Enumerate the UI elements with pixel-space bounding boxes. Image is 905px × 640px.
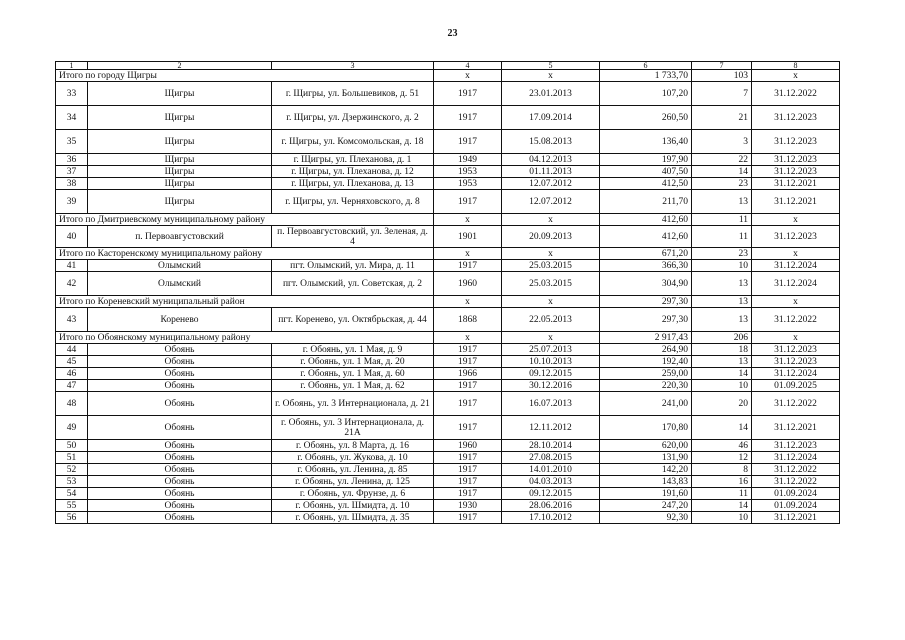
- count-cell: 13: [692, 356, 752, 368]
- area-cell: 2 917,43: [600, 332, 692, 344]
- date-cell: х: [502, 248, 600, 260]
- date-cell: х: [502, 70, 600, 82]
- count-cell: 14: [692, 500, 752, 512]
- deadline-cell: 01.09.2024: [752, 500, 840, 512]
- date-cell: х: [502, 296, 600, 308]
- page-number: 23: [447, 28, 458, 39]
- row-number-cell: 45: [56, 356, 88, 368]
- area-cell: 92,30: [600, 512, 692, 524]
- row-number-cell: 51: [56, 452, 88, 464]
- subtotal-row: [56, 70, 840, 82]
- address-cell: п. Первоавгустовский, ул. Зеленая, д. 4: [272, 226, 434, 248]
- row-number-cell: 33: [56, 82, 88, 106]
- area-cell: 107,20: [600, 82, 692, 106]
- year-cell: 1917: [434, 416, 502, 440]
- table-row: [56, 178, 840, 190]
- count-cell: 206: [692, 332, 752, 344]
- row-number-cell: 48: [56, 392, 88, 416]
- column-number: 6: [600, 62, 692, 70]
- subtotal-label: Итого по Касторенскому муниципальному району: [56, 248, 434, 260]
- deadline-cell: 31.12.2022: [752, 308, 840, 332]
- year-cell: 1953: [434, 178, 502, 190]
- table-row: [56, 488, 840, 500]
- date-cell: 28.10.2014: [502, 440, 600, 452]
- column-number: 4: [434, 62, 502, 70]
- locality-cell: Щигры: [88, 166, 272, 178]
- count-cell: 22: [692, 154, 752, 166]
- deadline-cell: 31.12.2021: [752, 190, 840, 214]
- area-cell: 264,90: [600, 344, 692, 356]
- deadline-cell: х: [752, 332, 840, 344]
- count-cell: 13: [692, 308, 752, 332]
- locality-cell: Щигры: [88, 154, 272, 166]
- column-number-row: [56, 62, 840, 70]
- year-cell: 1960: [434, 272, 502, 296]
- area-cell: 1 733,70: [600, 70, 692, 82]
- table-row: [56, 380, 840, 392]
- deadline-cell: х: [752, 214, 840, 226]
- year-cell: 1917: [434, 452, 502, 464]
- area-cell: 170,80: [600, 416, 692, 440]
- date-cell: 04.03.2013: [502, 476, 600, 488]
- year-cell: 1917: [434, 344, 502, 356]
- area-cell: 136,40: [600, 130, 692, 154]
- address-cell: г. Щигры, ул. Плеханова, д. 12: [272, 166, 434, 178]
- area-cell: 620,00: [600, 440, 692, 452]
- area-cell: 412,60: [600, 214, 692, 226]
- locality-cell: Обоянь: [88, 488, 272, 500]
- count-cell: 8: [692, 464, 752, 476]
- year-cell: 1917: [434, 488, 502, 500]
- deadline-cell: 31.12.2022: [752, 476, 840, 488]
- table-row: [56, 344, 840, 356]
- table-row: [56, 512, 840, 524]
- area-cell: 220,30: [600, 380, 692, 392]
- deadline-cell: х: [752, 70, 840, 82]
- date-cell: х: [502, 214, 600, 226]
- year-cell: х: [434, 214, 502, 226]
- area-cell: 366,30: [600, 260, 692, 272]
- address-cell: г. Обоянь, ул. Шмидта, д. 10: [272, 500, 434, 512]
- table-row: [56, 368, 840, 380]
- address-cell: пгт. Олымский, ул. Мира, д. 11: [272, 260, 434, 272]
- date-cell: 09.12.2015: [502, 488, 600, 500]
- address-cell: г. Щигры, ул. Комсомольская, д. 18: [272, 130, 434, 154]
- count-cell: 12: [692, 452, 752, 464]
- address-cell: г. Щигры, ул. Большевиков, д. 51: [272, 82, 434, 106]
- year-cell: 1868: [434, 308, 502, 332]
- area-cell: 260,50: [600, 106, 692, 130]
- year-cell: 1966: [434, 368, 502, 380]
- area-cell: 241,00: [600, 392, 692, 416]
- locality-cell: Обоянь: [88, 452, 272, 464]
- count-cell: 14: [692, 416, 752, 440]
- row-number-cell: 56: [56, 512, 88, 524]
- date-cell: 25.03.2015: [502, 260, 600, 272]
- address-cell: пгт. Олымский, ул. Советская, д. 2: [272, 272, 434, 296]
- subtotal-label: Итого по Обоянскому муниципальному району: [56, 332, 434, 344]
- table-row: [56, 154, 840, 166]
- address-cell: г. Щигры, ул. Плеханова, д. 13: [272, 178, 434, 190]
- count-cell: 10: [692, 380, 752, 392]
- date-cell: 12.07.2012: [502, 190, 600, 214]
- deadline-cell: 31.12.2021: [752, 416, 840, 440]
- locality-cell: Обоянь: [88, 416, 272, 440]
- date-cell: 12.07.2012: [502, 178, 600, 190]
- count-cell: 7: [692, 82, 752, 106]
- row-number-cell: 49: [56, 416, 88, 440]
- table-row: [56, 166, 840, 178]
- deadline-cell: 31.12.2021: [752, 178, 840, 190]
- locality-cell: п. Первоавгустовский: [88, 226, 272, 248]
- table-row: [56, 260, 840, 272]
- address-cell: г. Обоянь, ул. 3 Интернационала, д. 21: [272, 392, 434, 416]
- table-body: [56, 62, 840, 524]
- table-row: [56, 452, 840, 464]
- table-row: [56, 190, 840, 214]
- address-cell: пгт. Коренево, ул. Октябрьская, д. 44: [272, 308, 434, 332]
- date-cell: 23.01.2013: [502, 82, 600, 106]
- year-cell: х: [434, 248, 502, 260]
- date-cell: 17.09.2014: [502, 106, 600, 130]
- area-cell: 412,50: [600, 178, 692, 190]
- deadline-cell: х: [752, 296, 840, 308]
- deadline-cell: 31.12.2021: [752, 512, 840, 524]
- row-number-cell: 41: [56, 260, 88, 272]
- area-cell: 197,90: [600, 154, 692, 166]
- locality-cell: Обоянь: [88, 368, 272, 380]
- locality-cell: Обоянь: [88, 500, 272, 512]
- count-cell: 21: [692, 106, 752, 130]
- subtotal-row: [56, 296, 840, 308]
- locality-cell: Обоянь: [88, 380, 272, 392]
- column-number: 1: [56, 62, 88, 70]
- count-cell: 20: [692, 392, 752, 416]
- deadline-cell: 31.12.2023: [752, 154, 840, 166]
- deadline-cell: 31.12.2024: [752, 368, 840, 380]
- count-cell: 23: [692, 248, 752, 260]
- row-number-cell: 35: [56, 130, 88, 154]
- row-number-cell: 40: [56, 226, 88, 248]
- subtotal-label: Итого по городу Щигры: [56, 70, 434, 82]
- area-cell: 211,70: [600, 190, 692, 214]
- row-number-cell: 39: [56, 190, 88, 214]
- deadline-cell: х: [752, 248, 840, 260]
- area-cell: 297,30: [600, 308, 692, 332]
- address-cell: г. Обоянь, ул. Жукова, д. 10: [272, 452, 434, 464]
- count-cell: 10: [692, 260, 752, 272]
- count-cell: 16: [692, 476, 752, 488]
- year-cell: 1917: [434, 82, 502, 106]
- locality-cell: Обоянь: [88, 356, 272, 368]
- date-cell: 22.05.2013: [502, 308, 600, 332]
- subtotal-label: Итого по Дмитриевскому муниципальному району: [56, 214, 434, 226]
- locality-cell: Щигры: [88, 130, 272, 154]
- year-cell: 1917: [434, 476, 502, 488]
- row-number-cell: 50: [56, 440, 88, 452]
- date-cell: 10.10.2013: [502, 356, 600, 368]
- table-row: [56, 356, 840, 368]
- row-number-cell: 47: [56, 380, 88, 392]
- count-cell: 11: [692, 226, 752, 248]
- year-cell: х: [434, 296, 502, 308]
- address-cell: г. Обоянь, ул. 8 Марта, д. 16: [272, 440, 434, 452]
- row-number-cell: 55: [56, 500, 88, 512]
- locality-cell: Обоянь: [88, 464, 272, 476]
- row-number-cell: 46: [56, 368, 88, 380]
- area-cell: 259,00: [600, 368, 692, 380]
- date-cell: 09.12.2015: [502, 368, 600, 380]
- locality-cell: Олымский: [88, 260, 272, 272]
- table-row: [56, 500, 840, 512]
- deadline-cell: 31.12.2024: [752, 260, 840, 272]
- table-row: [56, 440, 840, 452]
- row-number-cell: 43: [56, 308, 88, 332]
- table-row: [56, 226, 840, 248]
- date-cell: 17.10.2012: [502, 512, 600, 524]
- column-number: 2: [88, 62, 272, 70]
- address-cell: г. Обоянь, ул. 1 Мая, д. 60: [272, 368, 434, 380]
- locality-cell: Коренево: [88, 308, 272, 332]
- row-number-cell: 52: [56, 464, 88, 476]
- address-cell: г. Щигры, ул. Дзержинского, д. 2: [272, 106, 434, 130]
- address-cell: г. Обоянь, ул. 1 Мая, д. 9: [272, 344, 434, 356]
- count-cell: 14: [692, 368, 752, 380]
- deadline-cell: 31.12.2023: [752, 166, 840, 178]
- count-cell: 11: [692, 488, 752, 500]
- year-cell: 1917: [434, 260, 502, 272]
- deadline-cell: 01.09.2025: [752, 380, 840, 392]
- count-cell: 11: [692, 214, 752, 226]
- date-cell: 28.06.2016: [502, 500, 600, 512]
- address-cell: г. Обоянь, ул. 3 Интернационала, д. 21А: [272, 416, 434, 440]
- address-cell: г. Обоянь, ул. 1 Мая, д. 62: [272, 380, 434, 392]
- count-cell: 14: [692, 166, 752, 178]
- row-number-cell: 54: [56, 488, 88, 500]
- area-cell: 412,60: [600, 226, 692, 248]
- table-row: [56, 130, 840, 154]
- locality-cell: Щигры: [88, 178, 272, 190]
- deadline-cell: 31.12.2022: [752, 464, 840, 476]
- count-cell: 13: [692, 190, 752, 214]
- area-cell: 297,30: [600, 296, 692, 308]
- table-row: [56, 106, 840, 130]
- row-number-cell: 44: [56, 344, 88, 356]
- date-cell: 15.08.2013: [502, 130, 600, 154]
- date-cell: 25.07.2013: [502, 344, 600, 356]
- year-cell: 1930: [434, 500, 502, 512]
- deadline-cell: 31.12.2023: [752, 344, 840, 356]
- row-number-cell: 53: [56, 476, 88, 488]
- row-number-cell: 36: [56, 154, 88, 166]
- address-cell: г. Обоянь, ул. Шмидта, д. 35: [272, 512, 434, 524]
- deadline-cell: 31.12.2023: [752, 106, 840, 130]
- address-cell: г. Обоянь, ул. 1 Мая, д. 20: [272, 356, 434, 368]
- date-cell: 20.09.2013: [502, 226, 600, 248]
- locality-cell: Олымский: [88, 272, 272, 296]
- count-cell: 23: [692, 178, 752, 190]
- area-cell: 142,20: [600, 464, 692, 476]
- year-cell: 1960: [434, 440, 502, 452]
- year-cell: 1917: [434, 190, 502, 214]
- year-cell: 1953: [434, 166, 502, 178]
- area-cell: 143,83: [600, 476, 692, 488]
- count-cell: 13: [692, 296, 752, 308]
- table-row: [56, 82, 840, 106]
- address-cell: г. Обоянь, ул. Фрунзе, д. 6: [272, 488, 434, 500]
- column-number: 7: [692, 62, 752, 70]
- deadline-cell: 31.12.2024: [752, 272, 840, 296]
- address-cell: г. Обоянь, ул. Ленина, д. 125: [272, 476, 434, 488]
- year-cell: 1901: [434, 226, 502, 248]
- locality-cell: Обоянь: [88, 344, 272, 356]
- year-cell: 1917: [434, 380, 502, 392]
- table-row: [56, 308, 840, 332]
- locality-cell: Обоянь: [88, 392, 272, 416]
- row-number-cell: 34: [56, 106, 88, 130]
- date-cell: 14.01.2010: [502, 464, 600, 476]
- locality-cell: Обоянь: [88, 440, 272, 452]
- column-number: 8: [752, 62, 840, 70]
- area-cell: 304,90: [600, 272, 692, 296]
- address-cell: г. Обоянь, ул. Ленина, д. 85: [272, 464, 434, 476]
- date-cell: 04.12.2013: [502, 154, 600, 166]
- year-cell: х: [434, 70, 502, 82]
- area-cell: 407,50: [600, 166, 692, 178]
- row-number-cell: 37: [56, 166, 88, 178]
- date-cell: х: [502, 332, 600, 344]
- date-cell: 25.03.2015: [502, 272, 600, 296]
- table-row: [56, 272, 840, 296]
- subtotal-row: [56, 332, 840, 344]
- locality-cell: Щигры: [88, 106, 272, 130]
- area-cell: 671,20: [600, 248, 692, 260]
- count-cell: 10: [692, 512, 752, 524]
- date-cell: 01.11.2013: [502, 166, 600, 178]
- area-cell: 191,60: [600, 488, 692, 500]
- subtotal-row: [56, 214, 840, 226]
- area-cell: 192,40: [600, 356, 692, 368]
- count-cell: 46: [692, 440, 752, 452]
- count-cell: 103: [692, 70, 752, 82]
- row-number-cell: 42: [56, 272, 88, 296]
- year-cell: 1917: [434, 512, 502, 524]
- count-cell: 18: [692, 344, 752, 356]
- locality-cell: Обоянь: [88, 476, 272, 488]
- locality-cell: Щигры: [88, 82, 272, 106]
- table-row: [56, 392, 840, 416]
- year-cell: 1917: [434, 464, 502, 476]
- subtotal-label: Итого по Кореневский муниципальный район: [56, 296, 434, 308]
- table-row: [56, 416, 840, 440]
- row-number-cell: 38: [56, 178, 88, 190]
- locality-cell: Обоянь: [88, 512, 272, 524]
- address-cell: г. Щигры, ул. Плеханова, д. 1: [272, 154, 434, 166]
- deadline-cell: 31.12.2023: [752, 226, 840, 248]
- year-cell: 1949: [434, 154, 502, 166]
- column-number: 3: [272, 62, 434, 70]
- area-cell: 131,90: [600, 452, 692, 464]
- subtotal-row: [56, 248, 840, 260]
- table-row: [56, 464, 840, 476]
- year-cell: 1917: [434, 106, 502, 130]
- buildings-table: [55, 61, 840, 524]
- deadline-cell: 31.12.2022: [752, 82, 840, 106]
- date-cell: 30.12.2016: [502, 380, 600, 392]
- date-cell: 12.11.2012: [502, 416, 600, 440]
- deadline-cell: 31.12.2023: [752, 440, 840, 452]
- date-cell: 16.07.2013: [502, 392, 600, 416]
- count-cell: 3: [692, 130, 752, 154]
- deadline-cell: 01.09.2024: [752, 488, 840, 500]
- area-cell: 247,20: [600, 500, 692, 512]
- deadline-cell: 31.12.2023: [752, 356, 840, 368]
- deadline-cell: 31.12.2023: [752, 130, 840, 154]
- deadline-cell: 31.12.2022: [752, 392, 840, 416]
- locality-cell: Щигры: [88, 190, 272, 214]
- year-cell: 1917: [434, 392, 502, 416]
- year-cell: 1917: [434, 356, 502, 368]
- count-cell: 13: [692, 272, 752, 296]
- year-cell: х: [434, 332, 502, 344]
- table-row: [56, 476, 840, 488]
- address-cell: г. Щигры, ул. Черняховского, д. 8: [272, 190, 434, 214]
- column-number: 5: [502, 62, 600, 70]
- year-cell: 1917: [434, 130, 502, 154]
- deadline-cell: 31.12.2024: [752, 452, 840, 464]
- date-cell: 27.08.2015: [502, 452, 600, 464]
